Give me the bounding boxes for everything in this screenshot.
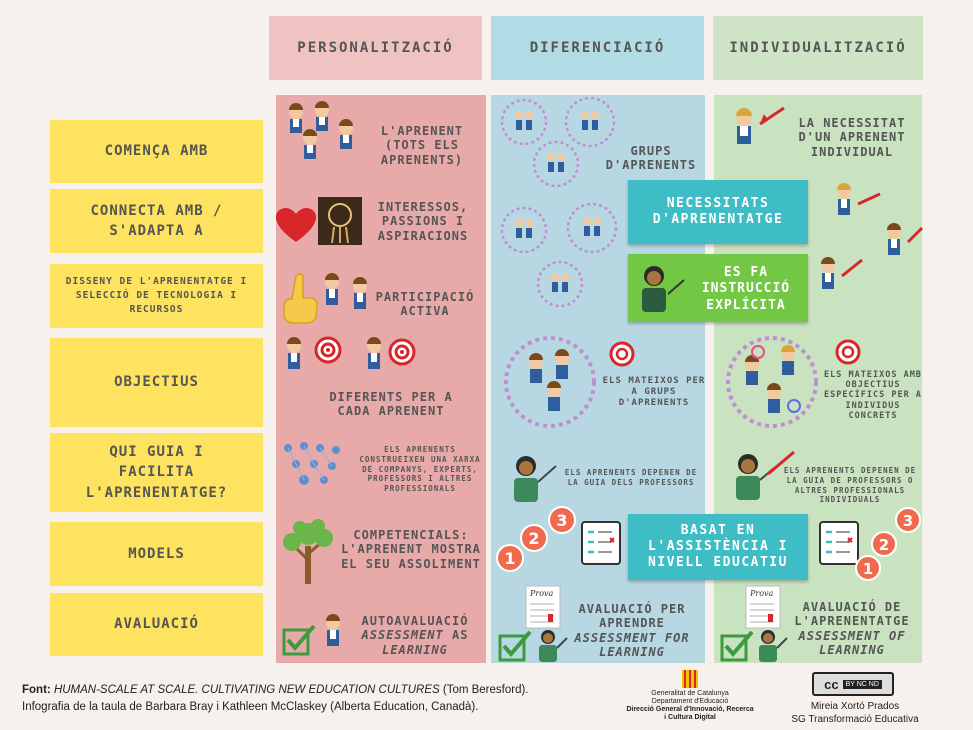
teacher-banner-icon bbox=[634, 262, 688, 316]
step-1-label-2: 1 bbox=[862, 560, 874, 578]
header-diferenciacio: DIFERENCIACIÓ bbox=[491, 16, 704, 80]
row-label-avaluacio: AVALUACIÓ bbox=[50, 593, 263, 656]
row-label-comenca: COMENÇA AMB bbox=[50, 120, 263, 183]
footer-author: Mireia Xortó Prados SG Transformació Educativa bbox=[791, 701, 919, 725]
row-label-models: MODELS bbox=[50, 522, 263, 586]
dreamcatcher-icon bbox=[318, 197, 362, 245]
cc-tags: BY NC ND bbox=[843, 680, 882, 689]
student-groups-icon-2 bbox=[500, 200, 630, 310]
generalitat-logo: Generalitat de Catalunya Departament d'Educació Direcció General d'Innovació, Recerca i Cultura Digital bbox=[610, 670, 770, 722]
pers-objectius-text: DIFERENTS PER A CADA APRENENT bbox=[329, 390, 453, 419]
students-targets-icon bbox=[280, 334, 430, 384]
row-label-disseny: DISSENY DE L'APRENENTATGE I SELECCIÓ DE TECNOLOGIA I RECURSOS bbox=[50, 264, 263, 328]
footer-source: Font: HUMAN-SCALE AT SCALE. CULTIVATING NEW EDUCATION CULTURES (Tom Beresford). Infografia de la taula de Barbara Bray i Kathleen McClaskey (Alberta Education, Canadà). bbox=[22, 684, 529, 714]
checkbox-icon-2 bbox=[498, 630, 532, 662]
banner-instruccio-text: ES FA INSTRUCCIÓ EXPLÍCITA bbox=[701, 265, 791, 313]
numbered-steps-icon-2 bbox=[846, 506, 926, 584]
step-3-label: 3 bbox=[556, 511, 568, 530]
step-3-label-2: 3 bbox=[902, 512, 914, 530]
dif-guia-text: ELS APRENENTS DEPENEN DE LA GUIA DELS PROFESSORS bbox=[564, 468, 698, 487]
student-arrow-icon bbox=[722, 104, 792, 164]
prova-label-2: Prova bbox=[750, 589, 774, 598]
prova-label: Prova bbox=[530, 589, 554, 598]
pers-comenca-text: L'APRENENT (TOTS ELS APRENENTS) bbox=[380, 124, 464, 167]
ind-comenca-text: LA NECESSITAT D'UN APRENENT INDIVIDUAL bbox=[798, 116, 906, 159]
numbered-steps-icon bbox=[494, 506, 582, 574]
checkbox-icon bbox=[282, 624, 316, 656]
dif-avaluacio-text: AVALUACIÓ PER APRENDRE ASSESSMENT FOR LEARNING bbox=[574, 602, 690, 660]
ind-avaluacio-text: AVALUACIÓ DE L'APRENENTATGE ASSESSMENT OF LEARNING bbox=[794, 600, 910, 658]
network-people-icon bbox=[280, 440, 352, 492]
row-label-guia: QUI GUIA I FACILITA L'APRENENTATGE? bbox=[50, 433, 263, 512]
pers-guia-text: ELS APRENENTS CONSTRUEIXEN UNA XARXA DE COMPANYS, EXPERTS, PROFESSORS I ALTRES PROFESSIONALS bbox=[359, 445, 481, 493]
cc-icon: cc bbox=[824, 676, 839, 692]
step-1-label: 1 bbox=[504, 549, 516, 568]
pointing-hand-icon bbox=[280, 272, 320, 324]
ind-guia-text: ELS APRENENTS DEPENEN DE LA GUIA DE PROFESSORS O ALTRES PROFESSIONALS INDIVIDUALS bbox=[783, 466, 917, 505]
student-small-icon bbox=[318, 614, 348, 656]
pers-models-text: COMPETENCIALS: L'APRENENT MOSTRA EL SEU ASSOLIMENT bbox=[341, 528, 481, 571]
students-group-icon bbox=[282, 98, 362, 170]
students-arrows-icon bbox=[804, 180, 924, 310]
step-2-label: 2 bbox=[528, 529, 540, 548]
header-individualitzacio: INDIVIDUALITZACIÓ bbox=[713, 16, 923, 80]
step-2-label-2: 2 bbox=[878, 536, 890, 554]
generalitat-emblem-icon bbox=[682, 670, 698, 688]
exam-paper-icon bbox=[524, 584, 564, 630]
checklist-icon bbox=[580, 520, 624, 566]
cc-license-badge bbox=[812, 672, 894, 696]
pers-connecta-text: INTERESSOS, PASSIONS I ASPIRACIONS bbox=[377, 200, 469, 243]
row-label-connecta: CONNECTA AMB / S'ADAPTA A bbox=[50, 189, 263, 253]
pers-avaluacio-text: AUTOAVALUACIÓ ASSESSMENT AS LEARNING bbox=[361, 614, 469, 657]
pers-disseny-text: PARTICIPACIÓ ACTIVA bbox=[375, 290, 475, 319]
banner-necessitats: NECESSITATS D'APRENENTATGE bbox=[628, 180, 808, 244]
exam-paper-icon-2 bbox=[744, 584, 784, 630]
banner-basat: BASAT EN L'ASSISTÈNCIA I NIVELL EDUCATIU bbox=[628, 514, 808, 580]
checkbox-icon-3 bbox=[720, 630, 754, 662]
header-personalitzacio: PERSONALITZACIÓ bbox=[269, 16, 482, 80]
heart-icon bbox=[276, 208, 316, 244]
ind-objectius-text: ELS MATEIXOS AMB OBJECTIUS ESPECÍFICS PER A INDIVIDUS CONCRETS bbox=[824, 370, 922, 421]
dif-objectius-text: ELS MATEIXOS PER A GRUPS D'APRENENTS bbox=[602, 376, 706, 408]
dif-comenca-text: GRUPS D'APRENENTS bbox=[605, 144, 697, 173]
teacher-icon bbox=[506, 452, 560, 506]
row-label-objectius: OBJECTIUS bbox=[50, 338, 263, 427]
tree-icon bbox=[278, 520, 338, 586]
